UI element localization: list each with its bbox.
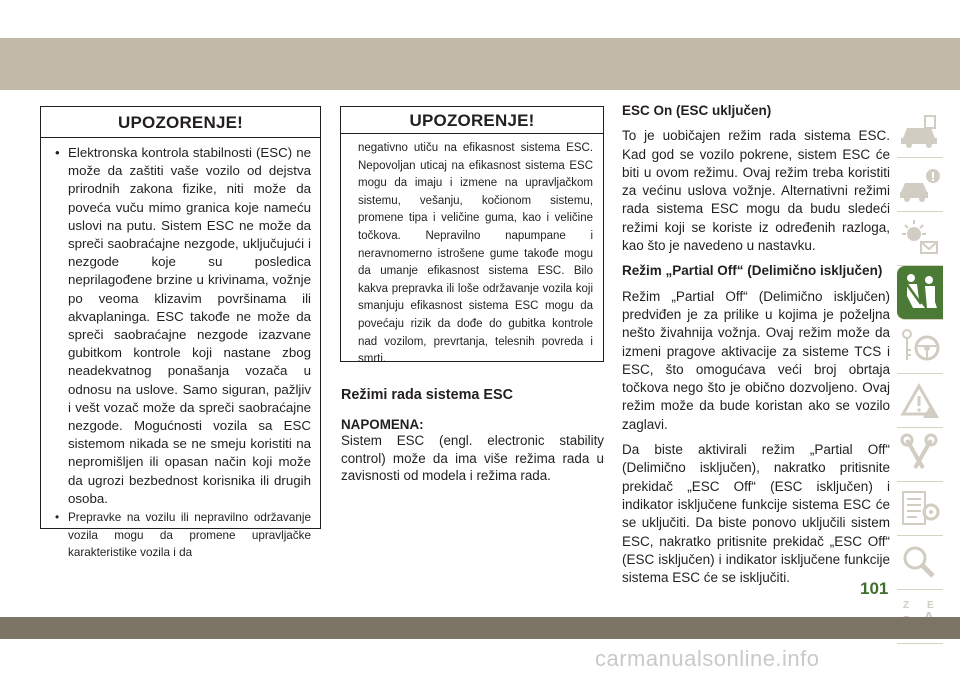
top-decorative-band: [0, 38, 960, 90]
page-number: 101: [860, 579, 889, 598]
watermark: carmanualsonline.info: [595, 646, 820, 671]
note-label: NAPOMENA:: [341, 417, 424, 432]
key-steering-wheel-icon: [897, 320, 943, 373]
hazard-triangle-icon: [897, 374, 943, 427]
warning-item-text: Prepravke na vozilu ili nepravilno održavanje vozila mogu da promene upravljačke karakteristike vozila i da: [68, 511, 311, 560]
wrench-service-icon: [897, 428, 943, 481]
tab-hazard[interactable]: [897, 374, 943, 428]
tab-warning-lights[interactable]: [897, 212, 943, 266]
tab-service[interactable]: [897, 428, 943, 482]
right-column: [622, 102, 890, 587]
warning-item-text: Elektronska kontrola stabilnosti (ESC) ne može da zaštiti vaše vozilo od dejstva prirodnih zakona fizike, niti može da poveća vuču mimo granica koje nameću uslovi na putu. Sistem ESC ne može da spreči saobraćajne nezgode, uključujući i nezgode koje su posledica neprilagođene brzine u krivinama, vožnje po veoma klizavim površinama ili akvaplaninga. ESC takođe ne može da spreči saobraćajne nezgode izazvane gubitkom kontrole koji nastane zbog neadekvatnog ponašanja vozača u odnosu na uslove. Samo siguran, pažljiv i vešt vozač može da spreči saobraćajne nezgode. Mogućnosti vozila sa ESC sistemom nikada se ne smeju koristiti na nepromišljen ili opasan način koji može da ugrozi bezbednost korisnika ili drugih osoba.: [68, 145, 311, 506]
warning-lights-icon: [897, 212, 943, 265]
section-heading: Režimi rada sistema ESC: [341, 387, 513, 403]
bullet-icon: •: [55, 145, 60, 160]
esc-on-heading: ESC On (ESC uključen): [622, 103, 772, 118]
seatbelt-airbag-icon: [897, 266, 943, 319]
tab-car-info[interactable]: [897, 158, 943, 212]
index-letter: Z: [903, 600, 910, 611]
warning-item: [48, 144, 311, 508]
index-letter: E: [927, 600, 934, 611]
car-glass-icon: [897, 104, 943, 157]
note-text: Sistem ESC (engl. electronic stability control) može da ima više režima rada u zavisnosti od modela i režima rada.: [341, 433, 604, 484]
warning-box-middle: [340, 106, 604, 366]
bullet-icon: •: [55, 511, 60, 525]
tab-car-glass[interactable]: [897, 104, 943, 158]
partial-off-activation-text: Da biste aktivirali režim „Partial Off“ (Delimično isključen), nakratko pritisnite prekidač „ESC Off“ (ESC isključen) i indikator isključene funkcije sistema ESC će se uključiti. Da biste ponovo uključili sistem ESC, nakratko pritisnite prekidač „ESC Off“ (ESC isključen) i indikator isključene funkcije sistema ESC će se isključiti.: [622, 442, 890, 586]
magnifier-index-icon: [897, 536, 943, 589]
warning-text: negativno utiču na efikasnost sistema ESC. Nepovoljan uticaj na efikasnost sistema ESC mogu da imaju i izmene na upravljačkom sistemu, vešanju, kočionom sistemu, promene tipa i veličine guma, kao i veličine točkova. Nepravilno napumpane i neravnomerno istrošene gume takođe mogu da umanje efikasnost sistema ESC. Bilo kakva prepravka ili loše održavanje vozila koji smanjuju efikasnost sistema ESC mogu da povećaju rizik da dođe do gubitka kontrole nad vozilom, prevrtanja, telesnih povreda i smrti.: [358, 142, 593, 366]
car-info-icon: [897, 158, 943, 211]
bottom-decorative-band: [0, 617, 960, 639]
tab-key-steering-wheel[interactable]: [897, 320, 943, 374]
chapter-tabs: [897, 104, 943, 644]
warning-item: [48, 509, 311, 562]
tab-index-search[interactable]: [897, 536, 943, 590]
partial-off-text: Režim „Partial Off“ (Delimično isključen) predviđen je za prilike u kojima je poželjna nešto živahnija vožnja. Ovaj režim može da izmeni pragove aktivacije za sisteme TCS i ESC, što omogućava veći broj obrtaja točkova nego što je obično dozvoljeno. Ovaj režim može da bude koristan ako se vozilo zaglavi.: [622, 288, 890, 432]
partial-off-heading: Režim „Partial Off“ (Delimično isključen): [622, 263, 883, 279]
esc-on-text: To je uobičajen režim rada sistema ESC. Kad god se vozilo pokrene, sistem ESC će biti u ovom režimu. Ovaj režim treba koristiti za većinu uslova vožnje. Alternativni režimi rada sistema ESC mogu da budu sledeći režimi koji se koriste iz određenih razloga, kao što je navedeno u nastavku.: [622, 128, 890, 254]
warning-title: UPOZORENJE!: [341, 107, 603, 134]
tab-seatbelt-airbag[interactable]: [897, 266, 943, 320]
tab-specifications[interactable]: [897, 482, 943, 536]
warning-box-left: [40, 106, 321, 560]
warning-title: UPOZORENJE!: [41, 107, 320, 138]
specifications-list-icon: [897, 482, 943, 535]
